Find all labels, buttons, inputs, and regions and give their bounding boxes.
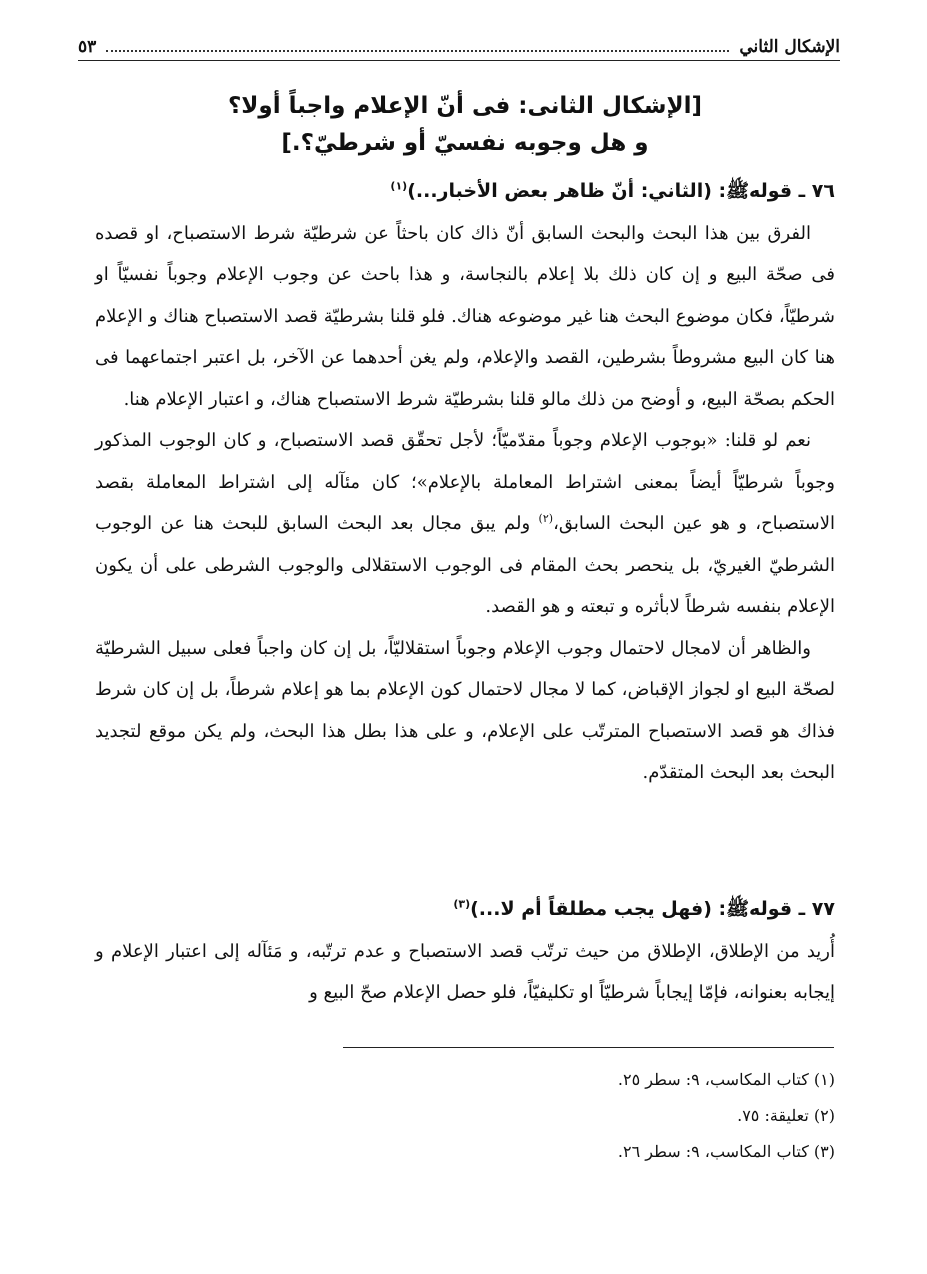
item-76-paragraph-3: والظاهر أن لامجال لاحتمال وجوب الإعلام وجوباً استقلاليّاً، بل إن كان واجباً فعلى سبيل الشرطيّة لصحّة البيع او لجواز الإقباض، كما لا مجال لاحتمال كون الإعلام بما هو إعلام شرطاً، بل إن كان شرط فذاك هو قصد الاستصباح المترتّب على الإعلام، و على هذا بطل هذا البحث، ولم يكن موقع لتجديد البحث بعد البحث المتقدّم. (95, 637, 835, 783)
section-title-line1: [الإشكال الثانى: فى أنّ الإعلام واجباً أولا؟ (227, 93, 703, 119)
section-title-line2: و هل وجوبه نفسيّ أو شرطيّ؟.] (281, 130, 649, 156)
item-77-block (95, 889, 835, 1014)
footnote-2: (٢) تعليقة: ٧٥. (737, 1106, 835, 1125)
footnote-ref-2: (٢) (538, 512, 554, 525)
item-76-paragraph-1: الفرق بين هذا البحث والبحث السابق أنّ ذاك كان باحثاً عن شرطيّة شرط الاستصباح، او قصده فى صحّة البيع و إن كان ذلك بلا إعلام بالنجاسة، و هذا باحث عن وجوب الإعلام وجوباً نفسيّاً او شرطيّاً، فكان موضوع البحث هنا غير موضوعه هناك. فلو قلنا بشرطيّة قصد الاستصباح هناك و الإعلام هنا كان البيع مشروطاً بشرطين، القصد والإعلام، ولم يغن أحدهما عن الآخر، بل اعتبر اجتماعهما فى الحكم بصحّة البيع، و أوضح من ذلك مالو قلنا بشرطيّة شرط الاستصباح هناك، و اعتبار الإعلام هنا. (95, 222, 835, 410)
item-76-block (95, 171, 835, 794)
page-number: ٥٣ (78, 37, 97, 57)
footnote-1: (١) كتاب المكاسب، ٩: سطر ٢٥. (617, 1070, 835, 1089)
item-76-paragraph-2-rest: ولم يبق مجال بعد البحث السابق للبحث هنا عن الوجوب الشرطيّ الغيريّ، بل ينحصر بحث المقام فى الوجوب الاستقلالى والوجوب الشرطى على أن يكون الإعلام بنفسه شرطاً لابأثره و تبعته و هو القصد. (95, 513, 835, 617)
footnote-ref-1: (١) (390, 179, 408, 193)
footnote-separator (343, 1047, 834, 1048)
running-header (78, 34, 840, 61)
item-76-heading-text: ٧٦ ـ قوله‏ﷺ: (الثاني: أنّ ظاهر بعض الأخبار...) (407, 180, 835, 202)
item-77-heading (95, 889, 835, 931)
footnote-ref-3: (٣) (453, 897, 471, 911)
footnotes (335, 1062, 835, 1170)
item-77-heading-text: ٧٧ ـ قوله‏ﷺ: (فهل يجب مطلقاً أم لا...) (470, 898, 835, 920)
header-leader-dots (106, 42, 729, 52)
footnote-3: (٣) كتاب المكاسب، ٩: سطر ٢٦. (617, 1142, 835, 1161)
running-title: الإشكال الثاني (739, 37, 840, 57)
item-76-paragraph-2 (95, 420, 835, 628)
item-76-heading (95, 171, 835, 213)
item-76-paragraph-2-text: نعم لو قلنا: «بوجوب الإعلام وجوباً مقدّميّاً؛ لأجل تحقّق قصد الاستصباح، و كان الوجوب المذكور وجوباً شرطيّاً أيضاً بمعنى اشتراط المعاملة بالإعلام»؛ كان مئآله إلى اشتراط المعاملة بقصد الاستصباح، و هو عين البحث السابق، (95, 430, 835, 534)
item-77-paragraph-1: أُريد من الإطلاق، الإطلاق من حيث ترتّب قصد الاستصباح و عدم ترتّبه، و مَئآله إلى اعتبار الإعلام و إيجابه بعنوانه، فإمّا إيجاباً شرطيّاً او تكليفيّاً، فلو حصل الإعلام صحّ البيع و (95, 940, 835, 1003)
